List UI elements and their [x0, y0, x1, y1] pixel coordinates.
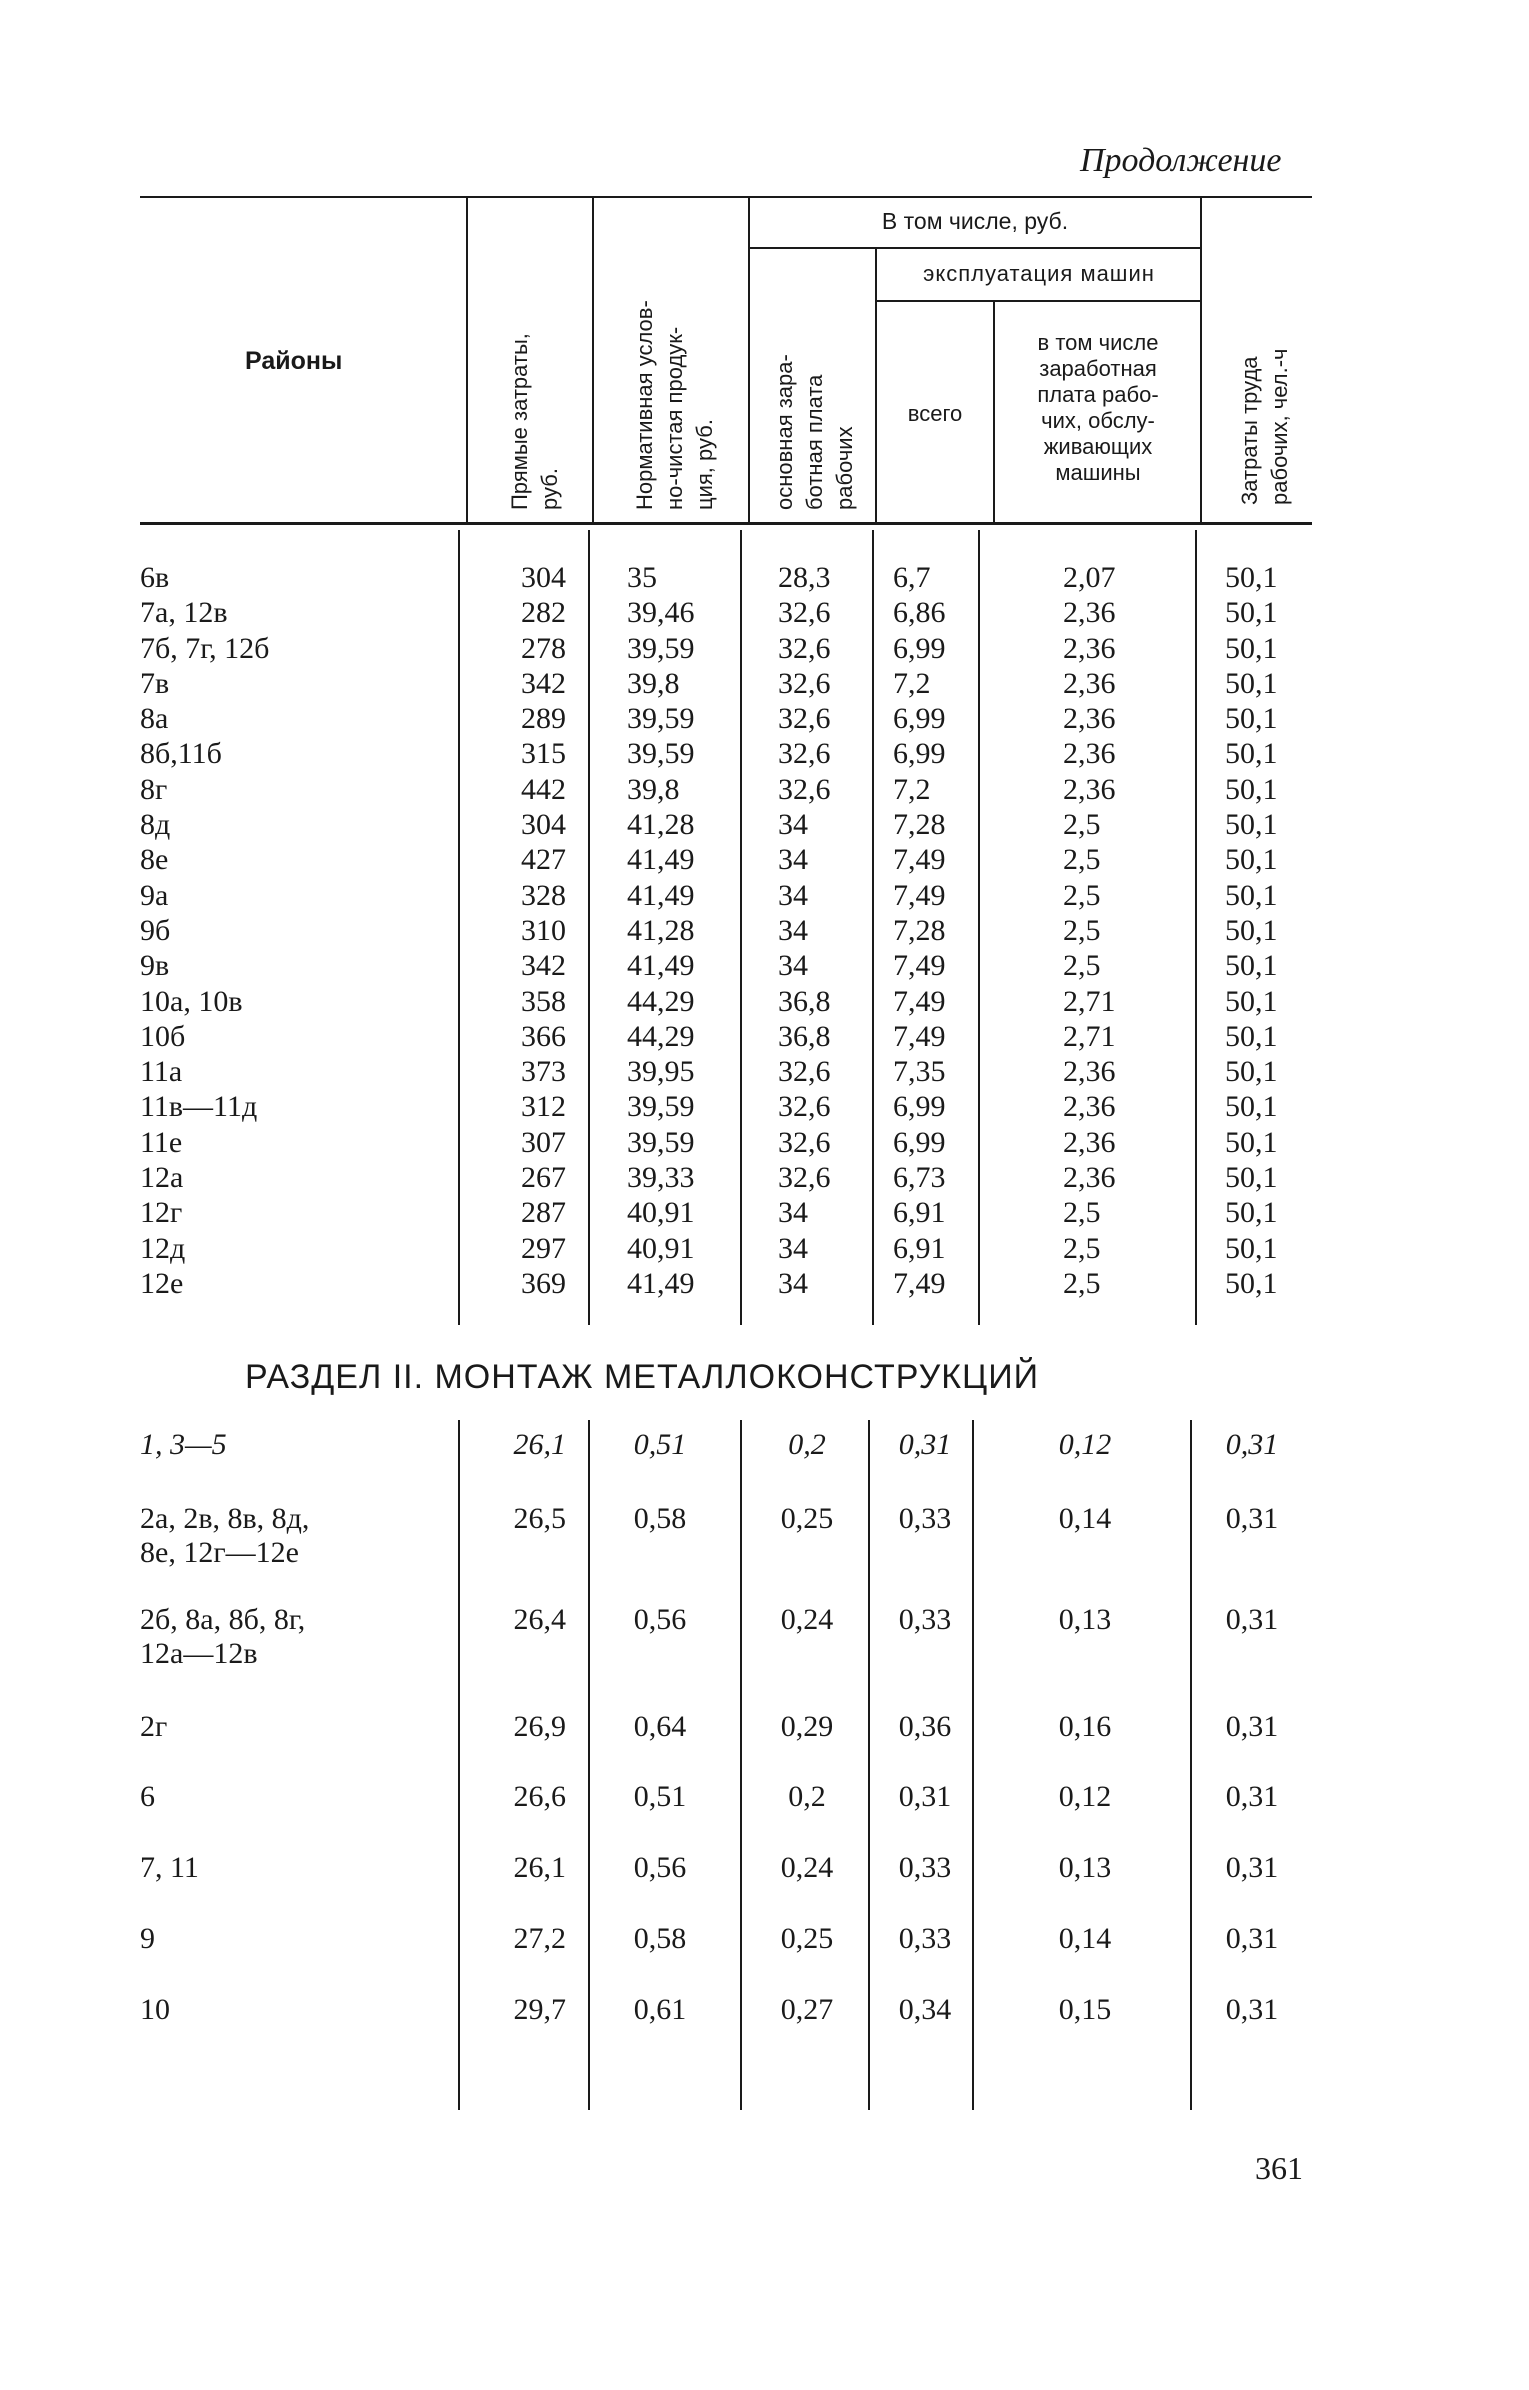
- section2-cell-mwage: 0,12: [1058, 1780, 1112, 1813]
- body2-divider-4: [868, 1420, 870, 2110]
- body1-divider-6: [1195, 530, 1197, 1325]
- section1-cell-labor: 50,1: [1225, 631, 1278, 665]
- section2-cell-norm: 0,56: [633, 1603, 687, 1636]
- section1-cell-labor: 50,1: [1225, 702, 1278, 736]
- section1-cell-norm: 39,8: [627, 772, 680, 806]
- continuation-label: Продолжение: [1080, 142, 1282, 179]
- header-machine-total: всего: [907, 401, 963, 426]
- section1-cell-direct: 310: [521, 913, 566, 947]
- header-divider-3: [748, 196, 750, 522]
- section1-cell-mtotal: 7,49: [893, 1019, 946, 1053]
- section1-cell-mwage: 2,71: [1063, 984, 1116, 1018]
- section1-cell-labor: 50,1: [1225, 878, 1278, 912]
- section1-cell-norm: 41,49: [627, 1266, 695, 1300]
- section2-cell-wage: 0,2: [788, 1780, 826, 1813]
- section1-cell-area: 10а, 10в: [140, 984, 243, 1018]
- section2-cell-direct: 26,1: [513, 1851, 566, 1884]
- section1-cell-norm: 35: [627, 561, 657, 594]
- header-divider-2: [592, 196, 594, 522]
- body1-divider-1: [458, 530, 460, 1325]
- section1-cell-labor: 50,1: [1225, 1196, 1278, 1230]
- section1-cell-norm: 39,59: [627, 1090, 695, 1124]
- section1-cell-norm: 40,91: [627, 1196, 695, 1230]
- section1-cell-labor: 50,1: [1225, 596, 1278, 630]
- section1-cell-mwage: 2,36: [1063, 702, 1116, 736]
- section1-cell-area: 12г: [140, 1196, 183, 1230]
- section2-cell-wage: 0,24: [780, 1603, 834, 1636]
- section1-cell-mtotal: 7,2: [893, 666, 931, 700]
- header-base-wage: основная зара- ботная плата рабочих: [772, 354, 857, 510]
- section1-cell-mwage: 2,36: [1063, 1055, 1116, 1089]
- section2-cell-mwage: 0,12: [1058, 1428, 1112, 1461]
- section1-direct-column: [470, 560, 566, 1301]
- section1-cell-mtotal: 6,86: [893, 596, 946, 630]
- section1-cell-direct: 366: [521, 1019, 566, 1053]
- body1-divider-2: [588, 530, 590, 1325]
- section1-cell-labor: 50,1: [1225, 1266, 1278, 1300]
- section2-cell-direct: 27,2: [513, 1922, 566, 1955]
- section1-cell-direct: 304: [521, 561, 566, 594]
- section1-cell-direct: 287: [521, 1196, 566, 1230]
- section1-cell-norm: 41,28: [627, 808, 695, 842]
- section1-cell-norm: 39,33: [627, 1161, 695, 1195]
- section2-cell-area: 7, 11: [140, 1851, 199, 1884]
- section1-cell-direct: 297: [521, 1231, 566, 1265]
- section1-cell-norm: 39,46: [627, 596, 695, 630]
- section1-cell-labor: 50,1: [1225, 561, 1278, 594]
- section1-cell-mwage: 2,5: [1063, 878, 1101, 912]
- section2-cell-mwage: 0,14: [1058, 1502, 1112, 1535]
- section1-cell-mtotal: 7,35: [893, 1055, 946, 1089]
- section2-cell-area: 1, 3—5: [140, 1428, 227, 1461]
- section1-cell-labor: 50,1: [1225, 772, 1278, 806]
- section2-cell-labor: 0,31: [1225, 1603, 1279, 1636]
- section1-cell-mtotal: 6,73: [893, 1161, 946, 1195]
- body2-divider-3: [740, 1420, 742, 2110]
- section1-cell-mtotal: 6,99: [893, 1090, 946, 1124]
- section2-cell-mwage: 0,13: [1058, 1603, 1112, 1636]
- section1-cell-norm: 39,59: [627, 631, 695, 665]
- section1-cell-area: 8а: [140, 702, 169, 736]
- section1-cell-mwage: 2,36: [1063, 631, 1116, 665]
- section1-cell-area: 12а: [140, 1161, 184, 1195]
- section2-cell-mwage: 0,16: [1058, 1710, 1112, 1743]
- section1-cell-wage: 36,8: [778, 984, 831, 1018]
- section1-cell-norm: 44,29: [627, 984, 695, 1018]
- section2-cell-wage: 0,2: [788, 1428, 826, 1461]
- section2-cell-wage: 0,25: [780, 1922, 834, 1955]
- section2-cell-area: 2б, 8а, 8б, 8г, 12а—12в: [140, 1603, 306, 1670]
- section1-cell-area: 8д: [140, 808, 171, 842]
- section1-cell-direct: 373: [521, 1055, 566, 1089]
- section1-cell-mtotal: 7,49: [893, 949, 946, 983]
- section2-cell-labor: 0,31: [1225, 1710, 1279, 1743]
- section1-cell-area: 11е: [140, 1125, 183, 1159]
- section1-cell-direct: 369: [521, 1266, 566, 1300]
- section2-cell-mtotal: 0,33: [898, 1922, 952, 1955]
- body1-divider-3: [740, 530, 742, 1325]
- section1-cell-wage: 32,6: [778, 631, 831, 665]
- section2-cell-labor: 0,31: [1225, 1502, 1279, 1535]
- section1-cell-mwage: 2,36: [1063, 596, 1116, 630]
- section2-cell-wage: 0,27: [780, 1993, 834, 2026]
- section1-cell-wage: 36,8: [778, 1019, 831, 1053]
- section1-cell-labor: 50,1: [1225, 913, 1278, 947]
- section1-machine-wage-column: [1063, 560, 1116, 1301]
- header-divider-1: [466, 196, 468, 522]
- section1-cell-wage: 32,6: [778, 666, 831, 700]
- section2-cell-mtotal: 0,34: [898, 1993, 952, 2026]
- section1-cell-mwage: 2,07: [1063, 561, 1116, 594]
- header-areas: Районы: [245, 347, 343, 375]
- section1-cell-area: 8е: [140, 843, 169, 877]
- section1-cell-wage: 32,6: [778, 596, 831, 630]
- section1-cell-mwage: 2,5: [1063, 913, 1101, 947]
- section1-cell-labor: 50,1: [1225, 737, 1278, 771]
- section1-cell-mtotal: 6,99: [893, 631, 946, 665]
- section1-cell-mwage: 2,5: [1063, 1266, 1101, 1300]
- section1-cell-direct: 267: [521, 1161, 566, 1195]
- section1-cell-mwage: 2,5: [1063, 949, 1101, 983]
- section1-cell-mtotal: 7,28: [893, 913, 946, 947]
- section1-cell-mwage: 2,36: [1063, 666, 1116, 700]
- section1-cell-mwage: 2,5: [1063, 808, 1101, 842]
- section1-cell-labor: 50,1: [1225, 1125, 1278, 1159]
- body2-divider-1: [458, 1420, 460, 2110]
- section1-cell-direct: 278: [521, 631, 566, 665]
- section1-cell-norm: 39,59: [627, 737, 695, 771]
- section2-cell-norm: 0,51: [633, 1428, 687, 1461]
- header-labor: Затраты труда рабочих, чел.-ч: [1237, 348, 1292, 505]
- section2-cell-area: 2г: [140, 1710, 168, 1743]
- section1-cell-area: 11в—11д: [140, 1090, 258, 1124]
- section2-cell-mwage: 0,14: [1058, 1922, 1112, 1955]
- section1-wage-column: [778, 560, 831, 1301]
- section1-cell-mtotal: 6,99: [893, 702, 946, 736]
- section1-cell-labor: 50,1: [1225, 1055, 1278, 1089]
- section1-cell-direct: 328: [521, 878, 566, 912]
- section1-cell-direct: 315: [521, 737, 566, 771]
- section2-cell-labor: 0,31: [1225, 1922, 1279, 1955]
- section2-cell-direct: 26,5: [513, 1502, 566, 1535]
- section2-cell-wage: 0,25: [780, 1502, 834, 1535]
- body1-divider-4: [872, 530, 874, 1325]
- section2-cell-wage: 0,24: [780, 1851, 834, 1884]
- section2-cell-mtotal: 0,33: [898, 1603, 952, 1636]
- section1-cell-area: 7б, 7г, 12б: [140, 631, 270, 665]
- section1-cell-mwage: 2,36: [1063, 772, 1116, 806]
- section1-cell-wage: 34: [778, 1196, 808, 1230]
- section1-cell-wage: 32,6: [778, 1055, 831, 1089]
- body1-divider-5: [978, 530, 980, 1325]
- section2-cell-mtotal: 0,31: [898, 1428, 952, 1461]
- section1-cell-wage: 32,6: [778, 1125, 831, 1159]
- section2-cell-area: 6: [140, 1780, 155, 1813]
- section1-cell-mwage: 2,36: [1063, 1090, 1116, 1124]
- section2-cell-mwage: 0,13: [1058, 1851, 1112, 1884]
- section1-cell-norm: 41,49: [627, 878, 695, 912]
- section2-cell-mtotal: 0,36: [898, 1710, 952, 1743]
- section2-cell-norm: 0,64: [633, 1710, 687, 1743]
- section2-cell-norm: 0,58: [633, 1922, 687, 1955]
- section2-cell-norm: 0,61: [633, 1993, 687, 2026]
- header-divider-5: [993, 300, 995, 522]
- section1-cell-wage: 32,6: [778, 1090, 831, 1124]
- section1-cell-direct: 304: [521, 808, 566, 842]
- section1-cell-mwage: 2,5: [1063, 1231, 1101, 1265]
- section1-area-column: [140, 560, 269, 1301]
- body2-divider-5: [972, 1420, 974, 2110]
- section2-cell-direct: 26,1: [513, 1428, 566, 1461]
- section1-cell-wage: 34: [778, 808, 808, 842]
- section1-cell-direct: 342: [521, 949, 566, 983]
- section1-cell-labor: 50,1: [1225, 949, 1278, 983]
- section1-cell-mtotal: 7,49: [893, 984, 946, 1018]
- page-number: 361: [1255, 2150, 1303, 2186]
- section1-machine-total-column: [893, 560, 946, 1301]
- section1-cell-wage: 32,6: [778, 772, 831, 806]
- section2-cell-norm: 0,51: [633, 1780, 687, 1813]
- section1-cell-mtotal: 7,2: [893, 772, 931, 806]
- header-divider-6: [1200, 196, 1202, 522]
- section1-cell-area: 7в: [140, 666, 170, 700]
- section1-cell-wage: 32,6: [778, 737, 831, 771]
- section1-cell-labor: 50,1: [1225, 984, 1278, 1018]
- section1-cell-labor: 50,1: [1225, 808, 1278, 842]
- section1-cell-mtotal: 7,28: [893, 808, 946, 842]
- section1-cell-mwage: 2,5: [1063, 1196, 1101, 1230]
- section1-cell-area: 8б,11б: [140, 737, 222, 771]
- section1-cell-wage: 32,6: [778, 1161, 831, 1195]
- section1-norm-column: [627, 560, 695, 1301]
- header-direct-costs: Прямые затраты, руб.: [507, 333, 562, 510]
- section1-cell-labor: 50,1: [1225, 1019, 1278, 1053]
- section1-cell-norm: 40,91: [627, 1231, 695, 1265]
- section1-cell-labor: 50,1: [1225, 1090, 1278, 1124]
- section1-labor-column: [1225, 560, 1278, 1301]
- section2-cell-labor: 0,31: [1225, 1993, 1279, 2026]
- header-bottom-rule: [140, 522, 1312, 525]
- header-divider-4: [875, 247, 877, 522]
- header-machine-operation: эксплуатация машин: [923, 261, 1155, 286]
- section1-cell-area: 12е: [140, 1266, 184, 1300]
- section2-cell-norm: 0,58: [633, 1502, 687, 1535]
- section1-cell-wage: 34: [778, 949, 808, 983]
- section2-cell-mwage: 0,15: [1058, 1993, 1112, 2026]
- section1-cell-direct: 312: [521, 1090, 566, 1124]
- section1-cell-norm: 44,29: [627, 1019, 695, 1053]
- section1-cell-mtotal: 6,7: [893, 561, 931, 594]
- section2-cell-labor: 0,31: [1225, 1428, 1279, 1461]
- section1-cell-mwage: 2,5: [1063, 843, 1101, 877]
- section1-cell-area: 8г: [140, 772, 168, 806]
- section1-cell-norm: 39,59: [627, 702, 695, 736]
- machine-rule: [875, 300, 1200, 302]
- section1-cell-labor: 50,1: [1225, 1161, 1278, 1195]
- section1-cell-norm: 39,8: [627, 666, 680, 700]
- section1-cell-direct: 289: [521, 702, 566, 736]
- table-top-rule: [140, 196, 1312, 198]
- section1-cell-mtotal: 6,91: [893, 1231, 946, 1265]
- section1-cell-mwage: 2,36: [1063, 737, 1116, 771]
- section2-cell-mtotal: 0,33: [898, 1502, 952, 1535]
- section1-cell-mtotal: 6,99: [893, 1125, 946, 1159]
- section1-cell-wage: 34: [778, 878, 808, 912]
- header-including: В том числе, руб.: [881, 208, 1069, 234]
- section1-cell-labor: 50,1: [1225, 843, 1278, 877]
- section2-cell-area: 9: [140, 1922, 155, 1955]
- section2-cell-labor: 0,31: [1225, 1851, 1279, 1884]
- section2-cell-direct: 26,9: [513, 1710, 566, 1743]
- section2-cell-labor: 0,31: [1225, 1780, 1279, 1813]
- section1-cell-direct: 307: [521, 1125, 566, 1159]
- section1-cell-norm: 41,49: [627, 949, 695, 983]
- header-machine-wage: в том числе заработная плата рабо- чих, обслу- живающих машины: [1037, 330, 1159, 485]
- section1-cell-mtotal: 6,91: [893, 1196, 946, 1230]
- section2-cell-mtotal: 0,31: [898, 1780, 952, 1813]
- section1-cell-direct: 342: [521, 666, 566, 700]
- section1-cell-mtotal: 6,99: [893, 737, 946, 771]
- section1-cell-wage: 28,3: [778, 561, 831, 594]
- section1-cell-area: 7а, 12в: [140, 596, 228, 630]
- section1-cell-mtotal: 7,49: [893, 1266, 946, 1300]
- section1-cell-mtotal: 7,49: [893, 843, 946, 877]
- section2-cell-norm: 0,56: [633, 1851, 687, 1884]
- section1-cell-norm: 39,59: [627, 1125, 695, 1159]
- section1-cell-labor: 50,1: [1225, 666, 1278, 700]
- section1-cell-area: 12д: [140, 1231, 186, 1265]
- section1-cell-wage: 32,6: [778, 702, 831, 736]
- section1-cell-mwage: 2,36: [1063, 1125, 1116, 1159]
- section1-cell-direct: 358: [521, 984, 566, 1018]
- including-rule: [748, 247, 1200, 249]
- section1-cell-mtotal: 7,49: [893, 878, 946, 912]
- section1-cell-wage: 34: [778, 1231, 808, 1265]
- section1-cell-area: 11а: [140, 1055, 183, 1089]
- section1-cell-wage: 34: [778, 843, 808, 877]
- section1-cell-norm: 41,49: [627, 843, 695, 877]
- section2-cell-area: 10: [140, 1993, 170, 2026]
- section2-cell-direct: 29,7: [513, 1993, 566, 2026]
- section2-cell-mtotal: 0,33: [898, 1851, 952, 1884]
- section1-cell-area: 9в: [140, 949, 170, 983]
- section1-cell-norm: 39,95: [627, 1055, 695, 1089]
- section1-cell-norm: 41,28: [627, 913, 695, 947]
- section1-cell-area: 10б: [140, 1019, 186, 1053]
- body2-divider-6: [1190, 1420, 1192, 2110]
- section1-cell-direct: 427: [521, 843, 566, 877]
- section2-cell-wage: 0,29: [780, 1710, 834, 1743]
- section1-cell-area: 9б: [140, 913, 171, 947]
- section2-cell-direct: 26,6: [513, 1780, 566, 1813]
- section1-cell-direct: 442: [521, 772, 566, 806]
- section2-cell-area: 2а, 2в, 8в, 8д, 8е, 12г—12е: [140, 1502, 310, 1569]
- section1-cell-wage: 34: [778, 1266, 808, 1300]
- section2-cell-direct: 26,4: [513, 1603, 566, 1636]
- section1-cell-area: 9а: [140, 878, 169, 912]
- body2-divider-2: [588, 1420, 590, 2110]
- header-normative-output: Нормативная услов- но-чистая продук- ция, руб.: [632, 300, 717, 510]
- section2-title: РАЗДЕЛ II. МОНТАЖ МЕТАЛЛОКОНСТРУКЦИЙ: [245, 1358, 1040, 1396]
- section1-cell-mwage: 2,71: [1063, 1019, 1116, 1053]
- section1-cell-labor: 50,1: [1225, 1231, 1278, 1265]
- section1-cell-mwage: 2,36: [1063, 1161, 1116, 1195]
- section1-cell-direct: 282: [521, 596, 566, 630]
- section1-cell-wage: 34: [778, 913, 808, 947]
- section1-cell-area: 6в: [140, 561, 170, 594]
